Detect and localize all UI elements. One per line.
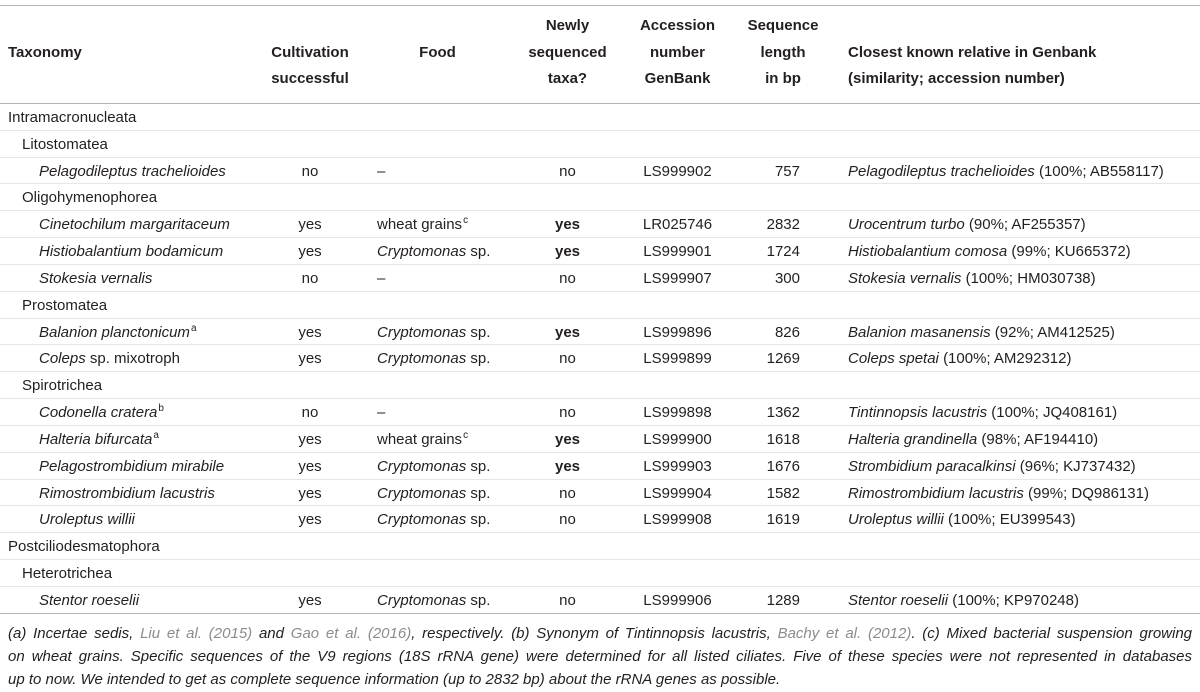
accession-cell: LS999904 bbox=[643, 484, 712, 502]
taxon-class-label: Prostomatea bbox=[22, 296, 108, 314]
taxon-name: Histiobalantium bodamicum bbox=[39, 243, 224, 261]
closest-relative-cell bbox=[836, 453, 1200, 479]
relative-name: Coleps spetai bbox=[848, 350, 939, 368]
taxon-group-label: Intramacronucleata bbox=[8, 109, 137, 126]
header-newly-sequenced bbox=[510, 6, 625, 103]
table-header bbox=[0, 6, 1200, 104]
taxon-cell bbox=[0, 480, 255, 506]
sequence-length-cell: 300 bbox=[774, 269, 800, 287]
header-line: number bbox=[649, 43, 705, 61]
sequence-length-cell: 757 bbox=[774, 162, 800, 180]
food-cell bbox=[365, 453, 510, 479]
sequence-length-cell: 1582 bbox=[766, 484, 800, 502]
taxon-cell bbox=[0, 587, 255, 613]
sequence-length-cell: 1362 bbox=[766, 404, 800, 422]
cultivation-cell: yes bbox=[298, 457, 322, 475]
accession-cell: LS999903 bbox=[643, 457, 712, 475]
table-row bbox=[0, 453, 1200, 480]
closest-relative-cell bbox=[836, 319, 1200, 345]
food-suffix: sp. bbox=[470, 484, 491, 502]
taxon-cell bbox=[0, 158, 255, 184]
header-line: (similarity; accession number) bbox=[848, 70, 1065, 87]
food-suffix: sp. bbox=[470, 457, 491, 475]
taxon-class-label: Oligohymenophorea bbox=[22, 189, 158, 207]
cultivation-cell: yes bbox=[298, 484, 322, 502]
table-row bbox=[0, 158, 1200, 185]
table-row bbox=[0, 426, 1200, 453]
taxon-cell bbox=[0, 399, 255, 425]
cultivation-cell: yes bbox=[298, 511, 322, 529]
table-row-subgroup bbox=[0, 184, 1200, 211]
cultivation-cell: no bbox=[301, 269, 319, 287]
sequence-length-cell: 1676 bbox=[766, 457, 800, 475]
table-footnote bbox=[8, 622, 1192, 691]
header-closest-relative bbox=[836, 6, 1200, 103]
food-cell bbox=[365, 211, 510, 237]
food-genus: Cryptomonas bbox=[377, 511, 467, 529]
taxon-cell bbox=[0, 265, 255, 291]
taxon-cell bbox=[0, 319, 255, 345]
header-food: Food bbox=[419, 43, 456, 61]
newly-sequenced-cell: yes bbox=[554, 323, 581, 341]
footnote-marker: c bbox=[463, 429, 469, 441]
header-line: GenBank bbox=[644, 70, 711, 87]
footnote-text: , respectively. (b) Synonym of Tintinnopsis lacustris, bbox=[411, 625, 778, 642]
sequence-length-cell: 2832 bbox=[766, 216, 800, 234]
header-taxonomy: Taxonomy bbox=[8, 43, 82, 61]
food-genus: Cryptomonas bbox=[377, 350, 467, 368]
footnote-marker: c bbox=[463, 215, 469, 227]
accession-cell: LS999901 bbox=[643, 243, 712, 261]
relative-name: Strombidium paracalkinsi bbox=[848, 457, 1016, 475]
header-accession bbox=[625, 6, 730, 103]
food-cell bbox=[365, 587, 510, 613]
newly-sequenced-cell: no bbox=[559, 350, 576, 368]
accession-cell: LR025746 bbox=[642, 216, 713, 234]
header-line: Accession bbox=[639, 17, 716, 34]
header-cultivation bbox=[255, 6, 365, 103]
food-cell bbox=[365, 480, 510, 506]
taxon-cell bbox=[0, 211, 255, 237]
food-genus: Cryptomonas bbox=[377, 243, 467, 261]
cultivation-cell: yes bbox=[298, 216, 322, 234]
taxon-name: Balanion planctonicum bbox=[39, 323, 190, 341]
table-row bbox=[0, 211, 1200, 238]
food-cell bbox=[365, 319, 510, 345]
food-name: wheat grains bbox=[377, 430, 463, 448]
relative-similarity: (100%; KP970248) bbox=[952, 591, 1079, 609]
footnote-line: on wheat grains. Specific sequences of the V9 regions (18S rRNA gene) were determined for all listed ciliates. Five of these species were not represented in databases bbox=[8, 648, 1192, 665]
cultivation-cell: yes bbox=[298, 430, 322, 448]
relative-similarity: (100%; HM030738) bbox=[965, 269, 1096, 287]
taxon-class-label: Litostomatea bbox=[22, 135, 108, 153]
footnote-line: up to now. We intended to get as complete sequence information (up to 2832 bp) about the rRNA genes as possible. bbox=[8, 671, 781, 688]
table-row bbox=[0, 319, 1200, 346]
accession-cell: LS999907 bbox=[643, 269, 712, 287]
closest-relative-cell bbox=[836, 345, 1200, 371]
header-line: Newly bbox=[545, 17, 590, 34]
food-suffix: sp. bbox=[470, 511, 491, 529]
food-genus: Cryptomonas bbox=[377, 591, 467, 609]
newly-sequenced-cell: no bbox=[559, 511, 576, 529]
food-suffix: sp. bbox=[470, 350, 491, 368]
table-row-subgroup bbox=[0, 131, 1200, 158]
closest-relative-cell bbox=[836, 399, 1200, 425]
newly-sequenced-cell: yes bbox=[554, 430, 581, 448]
closest-relative-cell bbox=[836, 265, 1200, 291]
newly-sequenced-cell: yes bbox=[554, 457, 581, 475]
table-row bbox=[0, 506, 1200, 533]
taxon-name: Stentor roeselii bbox=[39, 591, 140, 609]
cultivation-cell: yes bbox=[298, 243, 322, 261]
closest-relative-cell bbox=[836, 506, 1200, 532]
accession-cell: LS999900 bbox=[643, 430, 712, 448]
taxon-name: Coleps bbox=[39, 350, 86, 368]
accession-cell: LS999898 bbox=[643, 404, 712, 422]
relative-similarity: (99%; KU665372) bbox=[1011, 243, 1131, 261]
newly-sequenced-cell: yes bbox=[554, 243, 581, 261]
accession-cell: LS999902 bbox=[643, 162, 712, 180]
table-row-subgroup bbox=[0, 372, 1200, 399]
taxon-cell bbox=[0, 345, 255, 371]
table-row bbox=[0, 345, 1200, 372]
cultivation-cell: yes bbox=[298, 323, 322, 341]
sequence-length-cell: 1269 bbox=[766, 350, 800, 368]
relative-name: Uroleptus willii bbox=[848, 511, 944, 529]
header-line: successful bbox=[271, 70, 349, 87]
relative-name: Rimostrombidium lacustris bbox=[848, 484, 1024, 502]
table-row bbox=[0, 587, 1200, 614]
cultivation-cell: no bbox=[301, 404, 319, 422]
accession-cell: LS999899 bbox=[643, 350, 712, 368]
taxon-group-label: Postciliodesmatophora bbox=[8, 538, 160, 556]
relative-similarity: (100%; JQ408161) bbox=[991, 404, 1118, 422]
cultivation-cell: yes bbox=[298, 591, 322, 609]
taxon-name: Codonella cratera bbox=[39, 404, 158, 422]
food-cell: – bbox=[377, 162, 386, 180]
relative-name: Urocentrum turbo bbox=[848, 216, 965, 234]
table-row-subgroup bbox=[0, 292, 1200, 319]
footnote-text: and bbox=[252, 625, 291, 642]
closest-relative-cell bbox=[836, 158, 1200, 184]
food-cell: – bbox=[377, 269, 386, 287]
relative-name: Balanion masanensis bbox=[848, 323, 991, 341]
food-cell: – bbox=[377, 404, 386, 422]
taxon-name: Cinetochilum margaritaceum bbox=[39, 216, 230, 234]
taxon-cell bbox=[0, 453, 255, 479]
accession-cell: LS999908 bbox=[643, 511, 712, 529]
table-row-group bbox=[0, 104, 1200, 131]
header-line: sequenced bbox=[528, 43, 607, 61]
header-line: Sequence bbox=[747, 17, 819, 34]
header-line: Closest known relative in Genbank bbox=[848, 43, 1097, 61]
table-row bbox=[0, 238, 1200, 265]
taxon-name: Rimostrombidium lacustris bbox=[39, 484, 215, 502]
relative-name: Tintinnopsis lacustris bbox=[848, 404, 988, 422]
citation-link[interactable]: Liu et al. (2015) bbox=[140, 625, 253, 642]
footnote-marker: a bbox=[190, 322, 197, 334]
newly-sequenced-cell: yes bbox=[554, 216, 581, 234]
table-row bbox=[0, 399, 1200, 426]
relative-similarity: (100%; EU399543) bbox=[948, 511, 1076, 529]
food-cell bbox=[365, 506, 510, 532]
accession-cell: LS999906 bbox=[643, 591, 712, 609]
relative-similarity: (100%; AB558117) bbox=[1038, 162, 1164, 180]
citation-link[interactable]: Gao et al. (2016) bbox=[290, 625, 412, 642]
table-row bbox=[0, 480, 1200, 507]
header-sequence-length bbox=[730, 6, 836, 103]
footnote-text: . (c) Mixed bacterial suspension growing bbox=[911, 625, 1193, 642]
header-line: length bbox=[760, 43, 806, 61]
taxon-class-label: Heterotrichea bbox=[22, 565, 113, 583]
sequence-length-cell: 1619 bbox=[766, 511, 800, 529]
closest-relative-cell bbox=[836, 238, 1200, 264]
taxon-suffix: sp. mixotroph bbox=[89, 350, 180, 368]
closest-relative-cell bbox=[836, 480, 1200, 506]
closest-relative-cell bbox=[836, 211, 1200, 237]
food-suffix: sp. bbox=[470, 591, 491, 609]
ciliate-taxa-table bbox=[0, 5, 1200, 614]
taxon-class-label: Spirotrichea bbox=[22, 377, 103, 395]
relative-name: Histiobalantium comosa bbox=[848, 243, 1008, 261]
sequence-length-cell: 1618 bbox=[766, 430, 800, 448]
relative-name: Stokesia vernalis bbox=[848, 269, 962, 287]
table-row-group bbox=[0, 533, 1200, 560]
taxon-name: Stokesia vernalis bbox=[39, 269, 153, 287]
taxon-cell bbox=[0, 506, 255, 532]
sequence-length-cell: 1289 bbox=[766, 591, 800, 609]
header-line: in bp bbox=[765, 70, 801, 87]
footnote-text: (a) Incertae sedis, bbox=[8, 625, 141, 642]
relative-similarity: (92%; AM412525) bbox=[994, 323, 1115, 341]
footnote-marker: a bbox=[153, 429, 159, 441]
food-cell bbox=[365, 238, 510, 264]
accession-cell: LS999896 bbox=[643, 323, 712, 341]
taxon-cell bbox=[0, 426, 255, 452]
header-line: taxa? bbox=[547, 70, 588, 87]
food-name: wheat grains bbox=[377, 216, 463, 234]
taxon-cell bbox=[0, 238, 255, 264]
relative-similarity: (90%; AF255357) bbox=[968, 216, 1086, 234]
taxon-name: Pelagostrombidium mirabile bbox=[39, 457, 225, 475]
header-line: Cultivation bbox=[271, 43, 349, 61]
taxon-name: Pelagodileptus trachelioides bbox=[39, 162, 226, 180]
food-genus: Cryptomonas bbox=[377, 484, 467, 502]
newly-sequenced-cell: no bbox=[559, 162, 576, 180]
citation-link[interactable]: Bachy et al. (2012) bbox=[777, 625, 912, 642]
newly-sequenced-cell: no bbox=[559, 404, 576, 422]
newly-sequenced-cell: no bbox=[559, 591, 576, 609]
cultivation-cell: yes bbox=[298, 350, 322, 368]
relative-name: Stentor roeselii bbox=[848, 591, 949, 609]
taxon-name: Halteria bifurcata bbox=[39, 430, 153, 448]
table-row bbox=[0, 265, 1200, 292]
sequence-length-cell: 1724 bbox=[766, 243, 800, 261]
table-row-subgroup bbox=[0, 560, 1200, 587]
food-cell bbox=[365, 345, 510, 371]
food-genus: Cryptomonas bbox=[377, 323, 467, 341]
food-suffix: sp. bbox=[470, 243, 491, 261]
footnote-line bbox=[8, 622, 1192, 645]
sequence-length-cell: 826 bbox=[774, 323, 800, 341]
relative-name: Pelagodileptus trachelioides bbox=[848, 162, 1035, 180]
food-genus: Cryptomonas bbox=[377, 457, 467, 475]
food-cell bbox=[365, 426, 510, 452]
newly-sequenced-cell: no bbox=[559, 269, 576, 287]
relative-similarity: (98%; AF194410) bbox=[981, 430, 1099, 448]
closest-relative-cell bbox=[836, 587, 1200, 613]
taxon-name: Uroleptus willii bbox=[39, 511, 135, 529]
closest-relative-cell bbox=[836, 426, 1200, 452]
relative-name: Halteria grandinella bbox=[848, 430, 978, 448]
footnote-marker: b bbox=[158, 403, 164, 415]
food-suffix: sp. bbox=[470, 323, 491, 341]
newly-sequenced-cell: no bbox=[559, 484, 576, 502]
relative-similarity: (99%; DQ986131) bbox=[1028, 484, 1149, 502]
cultivation-cell: no bbox=[301, 162, 319, 180]
relative-similarity: (100%; AM292312) bbox=[943, 350, 1072, 368]
relative-similarity: (96%; KJ737432) bbox=[1019, 457, 1136, 475]
